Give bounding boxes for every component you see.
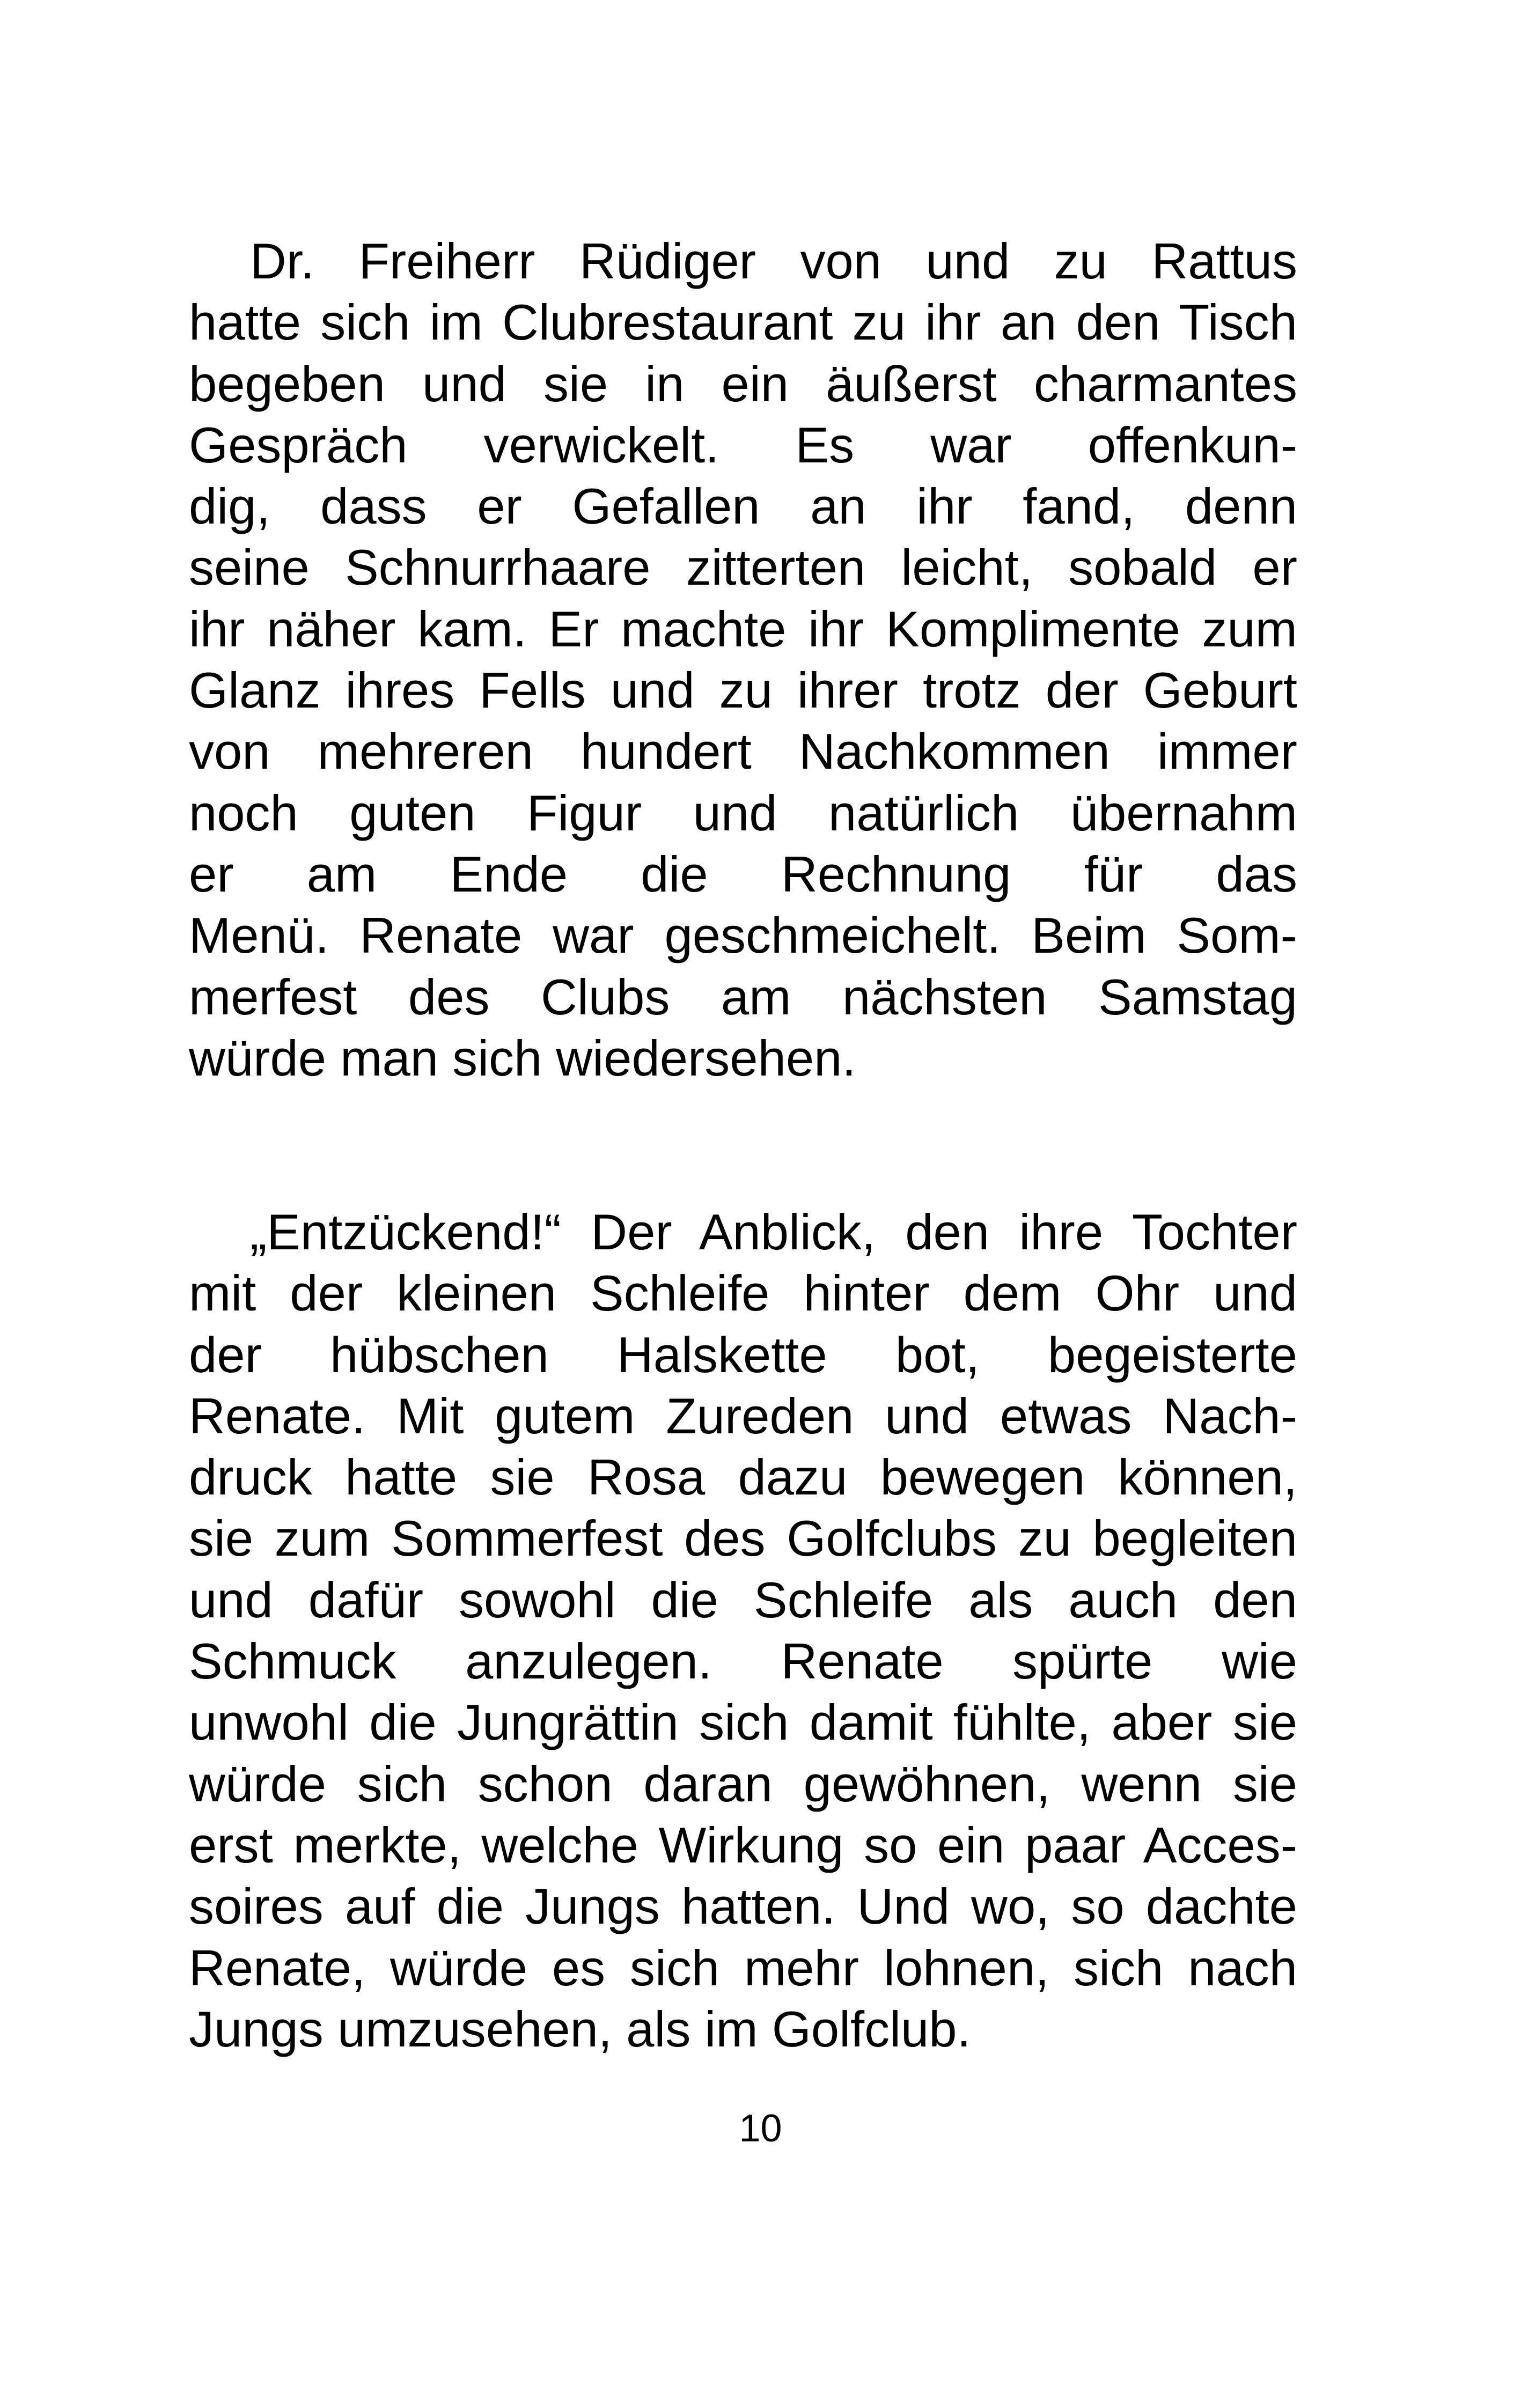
text-line: Schmuck anzulegen. Renate spürte wie: [189, 1633, 1297, 1690]
text-line: soires auf die Jungs hatten. Und wo, so dachte: [189, 1878, 1297, 1935]
text-line: würde man sich wiedersehen.: [189, 1029, 856, 1086]
text-line: von mehreren hundert Nachkommen immer: [189, 723, 1297, 780]
page-number: 10: [739, 2107, 782, 2150]
text-line: merfest des Clubs am nächsten Samstag: [189, 968, 1297, 1025]
text-line: druck hatte sie Rosa dazu bewegen können,: [189, 1449, 1297, 1506]
text-line: erst merkte, welche Wirkung so ein paar Acces-: [189, 1816, 1297, 1873]
text-line: Jungs umzusehen, als im Golfclub.: [189, 2000, 971, 2057]
text-line: Renate, würde es sich mehr lohnen, sich nach: [189, 1939, 1297, 1996]
text-line: der hübschen Halskette bot, begeisterte: [189, 1326, 1297, 1383]
text-line: begeben und sie in ein äußerst charmantes: [189, 355, 1297, 412]
text-line: und dafür sowohl die Schleife als auch den: [189, 1571, 1297, 1628]
text-line: sie zum Sommerfest des Golfclubs zu begleiten: [189, 1510, 1297, 1567]
text-line: mit der kleinen Schleife hinter dem Ohr und: [189, 1265, 1297, 1322]
text-line: würde sich schon daran gewöhnen, wenn sie: [189, 1755, 1297, 1812]
text-line: unwohl die Jungrättin sich damit fühlte, aber sie: [189, 1694, 1297, 1751]
text-line: Glanz ihres Fells und zu ihrer trotz der Geburt: [189, 662, 1297, 719]
paragraph: [189, 231, 1297, 1089]
paragraph: [189, 1202, 1297, 2060]
text-line: Dr. Freiherr Rüdiger von und zu Rattus: [250, 233, 1297, 289]
text-line: „Entzückend!“ Der Anblick, den ihre Tochter: [250, 1204, 1297, 1260]
text-line: Renate. Mit gutem Zureden und etwas Nach-: [189, 1387, 1297, 1444]
text-line: er am Ende die Rechnung für das: [189, 845, 1297, 902]
text-line: dig, dass er Gefallen an ihr fand, denn: [189, 478, 1297, 535]
text-line: hatte sich im Clubrestaurant zu ihr an den Tisch: [189, 294, 1297, 351]
text-line: seine Schnurrhaare zitterten leicht, sobald er: [189, 539, 1297, 596]
text-line: noch guten Figur und natürlich übernahm: [189, 784, 1297, 841]
text-line: ihr näher kam. Er machte ihr Komplimente zum: [189, 600, 1297, 657]
text-line: Menü. Renate war geschmeichelt. Beim Som-: [189, 907, 1297, 964]
text-line: Gespräch verwickelt. Es war offenkun-: [189, 416, 1297, 473]
